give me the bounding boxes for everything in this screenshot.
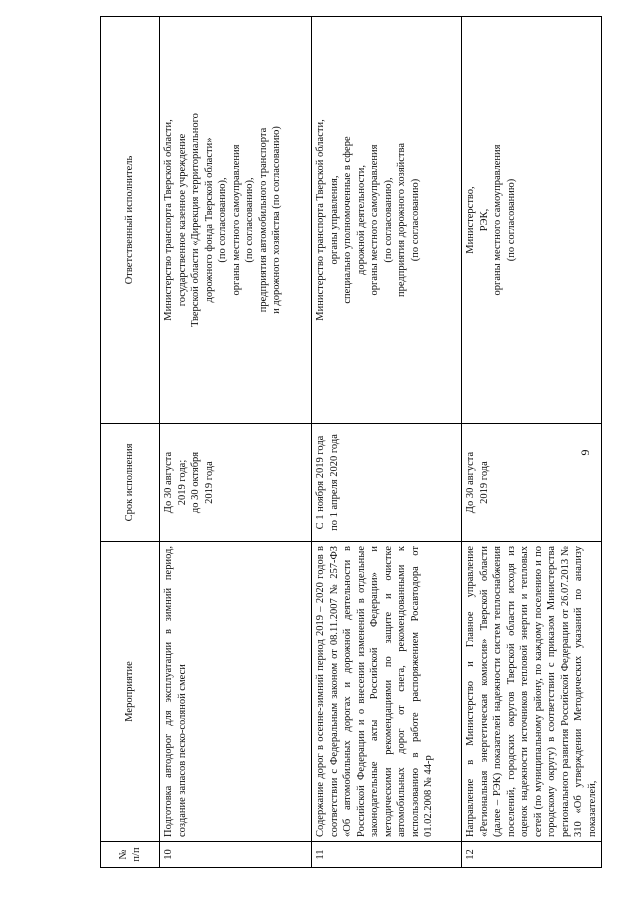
term-line: С 1 ноября 2019 года (315, 435, 326, 530)
header-responsible: Ответственный исполнитель (101, 17, 160, 424)
resp-line: (по согласованию), (382, 177, 394, 263)
row-event: Подготовка автодорог для эксплуатации в зимний период, создание запасов песко-соляной смеси (160, 542, 312, 842)
resp-line: дорожного фонда Тверской области» (203, 137, 215, 303)
resp-line: органы местного самоуправления (369, 144, 380, 296)
plan-table (100, 16, 602, 868)
resp-line: дорожной деятельности, (355, 165, 367, 275)
resp-line: Тверской области «Дирекция территориального (190, 113, 201, 327)
page-number: 9 (578, 449, 592, 456)
resp-line: (по согласованию), (217, 177, 228, 263)
row-responsible (160, 17, 312, 424)
term-line: 2019 года; (176, 459, 188, 506)
table-row (462, 17, 602, 868)
row-term (160, 424, 312, 542)
row-term (312, 424, 462, 542)
header-term: Срок исполнения (101, 424, 160, 542)
resp-line: специально уполномоченные в сфере (342, 136, 353, 304)
row-responsible (312, 17, 462, 424)
term-line: по 1 апреля 2020 года (328, 434, 340, 531)
resp-line: (по согласованию) (505, 178, 517, 262)
term-line: 2019 года (478, 461, 490, 504)
table-header-row (101, 17, 160, 868)
row-responsible (462, 17, 602, 424)
header-event: Мероприятие (101, 542, 160, 842)
resp-line: предприятия дорожного хозяйства (396, 143, 407, 298)
resp-line: и дорожного хозяйства (по согласованию) (271, 126, 282, 314)
row-event: Направление в Министерство и Главное управление «Региональная энергетическая комиссия» Тверской области (далее – РЭК) показателей надежности систем теплоснабжения поселений, городских округов Тверской области исходя из оценок надежности источников тепловой энергии и тепловых сетей (по муниципальному району, по каждому поселению и по городскому округу) в соответствии с приказом Министерства регионального развития Российской Федерации от 26.07.2013 № 310 «Об утверждении Методических указаний по анализу показателей, (462, 542, 602, 842)
term-line: До 30 августа (163, 451, 174, 514)
resp-line: органы управления, (328, 175, 340, 265)
header-num: № п/п (101, 842, 160, 868)
resp-line: органы местного самоуправления (230, 144, 242, 296)
term-line: до 30 октября (190, 451, 201, 514)
term-line: До 30 августа (465, 451, 476, 514)
row-term (462, 424, 602, 542)
table-row (160, 17, 312, 868)
resp-line: государственное казенное учреждение (176, 133, 188, 307)
resp-line: Министерство транспорта Тверской области, (315, 119, 326, 321)
resp-line: органы местного самоуправления (492, 144, 503, 296)
resp-line: РЭК, (478, 208, 490, 232)
term-line: 2019 года (203, 461, 215, 504)
row-event: Содержание дорог в осенне-зимний период 2019 – 2020 годов в соответствии с Федеральным законом от 08.11.2007 № 257-ФЗ «Об автомобильных дорогах и дорожной деятельности в Российской Федерации и о внесении изменений в отдельные законодательные акты Российской Федерации» и методическими рекомендациями по защите и очистке автомобильных дорог от снега, рекомендованными к использованию в работе распоряжением Росавтодора от 01.02.2008 № 44-р (312, 542, 462, 842)
row-num: 12 (462, 842, 602, 868)
table-row (312, 17, 462, 868)
row-num: 10 (160, 842, 312, 868)
row-num: 11 (312, 842, 462, 868)
resp-line: предприятия автомобильного транспорта (257, 127, 269, 313)
resp-line: Министерство, (465, 186, 476, 254)
resp-line: (по согласованию) (409, 178, 421, 262)
resp-line: (по согласованию), (244, 177, 255, 263)
resp-line: Министерство транспорта Тверской области, (163, 119, 174, 321)
